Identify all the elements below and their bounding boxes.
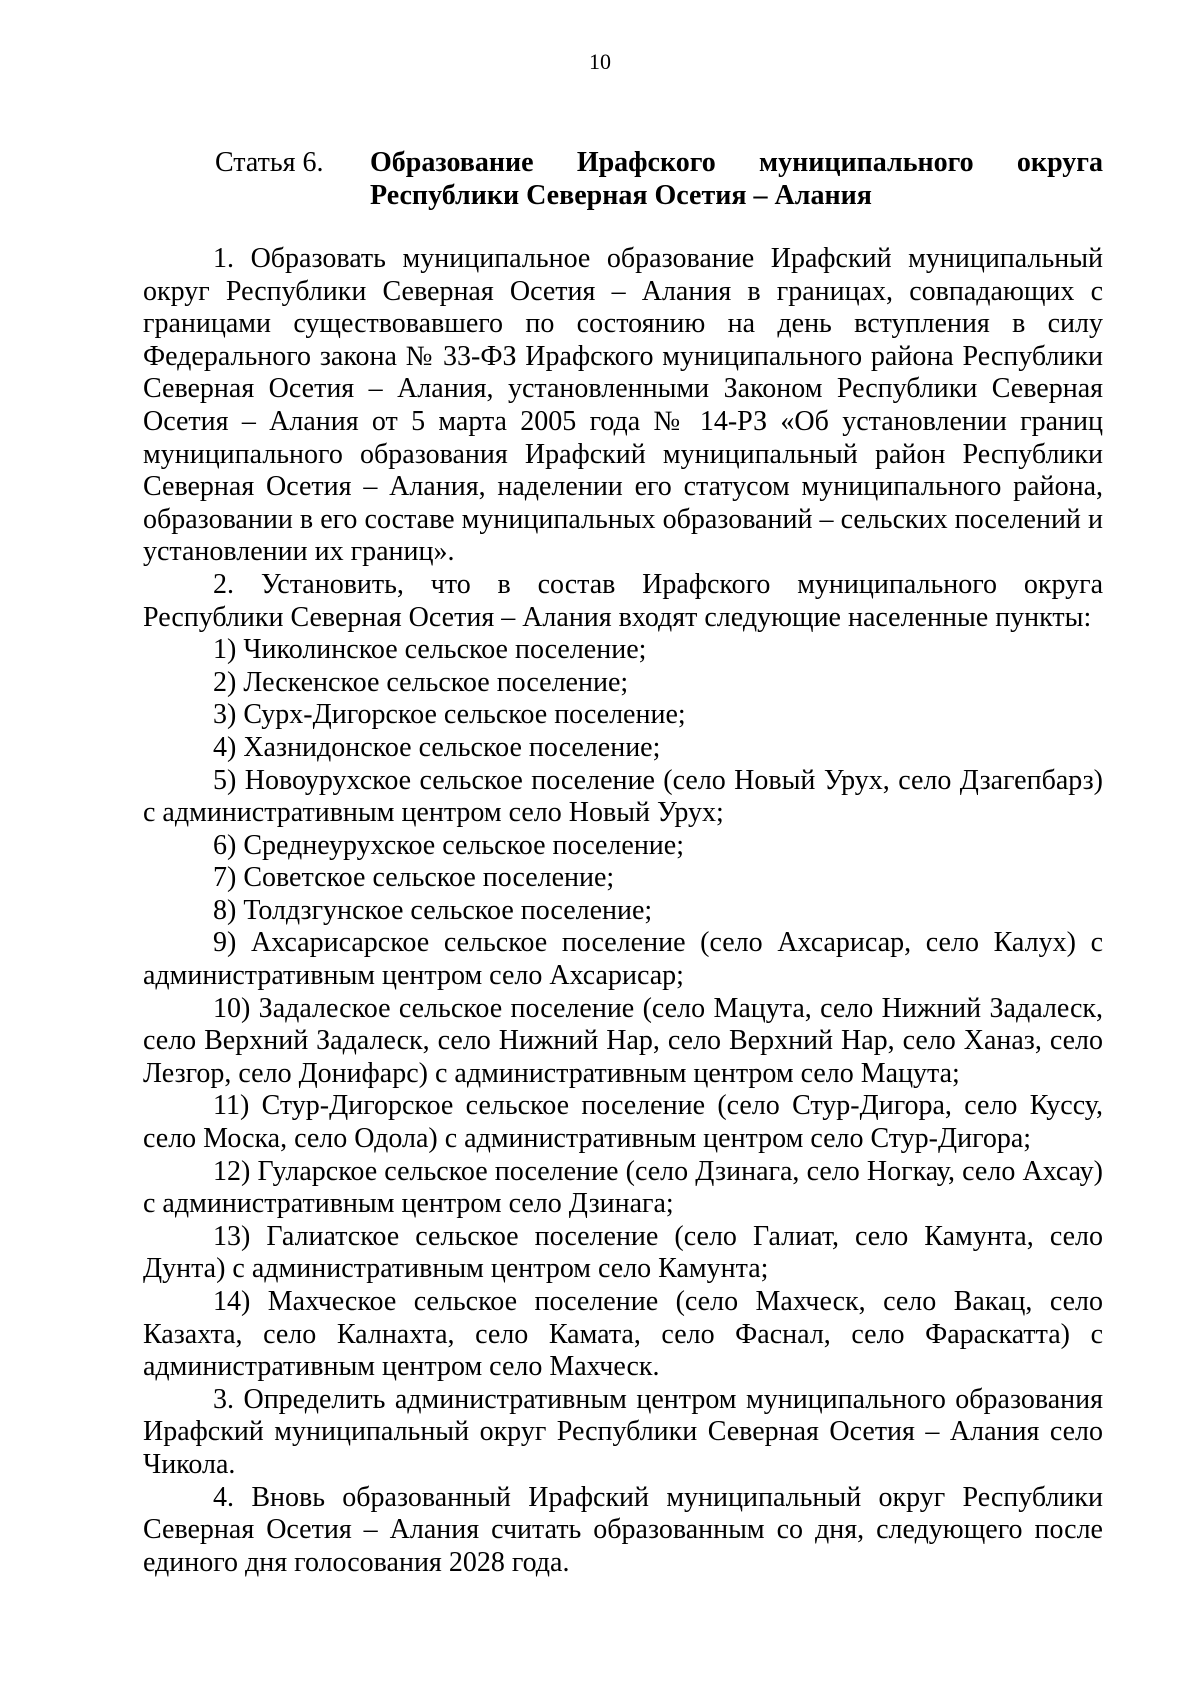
settlement-item: 14) Махческое сельское поселение (село Махческ, село Вакац, село Казахта, село Калнахта, село Камата, село Фаснал, село Фараскатта) с административным центром село Махческ. — [143, 1286, 1103, 1383]
paragraph-1: 1. Образовать муниципальное образование Ирафский муниципальный округ Республики Северная Осетия – Алания в границах, совпадающих с границами существовавшего по состоянию на день вступления в силу Федерального закона № 33-ФЗ Ирафского муниципального района Республики Северная Осетия – Алания, установленными Законом Республики Северная Осетия – Алания от 5 марта 2005 года № 14-РЗ «Об установлении границ муниципального образования Ирафский муниципальный район Республики Северная Осетия – Алания, наделении его статусом муниципального района, образовании в его составе муниципальных образований – сельских поселений и установлении их границ». — [143, 243, 1103, 568]
settlement-item: 2) Лескенское сельское поселение; — [213, 666, 629, 698]
paragraph-2: 2. Установить, что в состав Ирафского муниципального округа Республики Северная Осетия – Алания входят следующие населенные пункты: — [143, 568, 1103, 633]
article-label: Статья 6. — [215, 147, 324, 178]
article-title-line-2: Республики Северная Осетия – Алания — [370, 179, 872, 211]
settlement-item: 7) Советское сельское поселение; — [213, 862, 615, 894]
page-number: 10 — [589, 49, 611, 74]
settlement-item: 3) Сурх-Дигорское сельское поселение; — [213, 699, 686, 731]
settlement-item: 9) Ахсарисарское сельское поселение (село Ахсарисар, село Калух) с административным центром село Ахсарисар; — [143, 927, 1103, 992]
settlement-item: 8) Толдзгунское сельское поселение; — [213, 894, 653, 926]
settlement-item: 11) Стур-Дигорское сельское поселение (село Стур-Дигора, село Куссу, село Моска, село Одола) с административным центром село Стур-Дигора; — [143, 1090, 1103, 1155]
paragraph-4: 4. Вновь образованный Ирафский муниципальный округ Республики Северная Осетия – Алания считать образованным со дня, следующего после единого дня голосования 2028 года. — [143, 1481, 1103, 1578]
article-title-line-1: Образование Ирафского муниципального округа — [370, 147, 1103, 178]
settlement-item: 1) Чиколинское сельское поселение; — [213, 634, 647, 666]
settlement-item: 4) Хазнидонское сельское поселение; — [213, 731, 661, 763]
settlement-item: 10) Задалеское сельское поселение (село Мацута, село Нижний Задалеск, село Верхний Задалеск, село Нижний Нар, село Верхний Нар, село Ханаз, село Лезгор, село Донифарс) с административным центром село Мацута; — [143, 992, 1103, 1089]
settlement-item: 5) Новоурухское сельское поселение (село Новый Урух, село Дзагепбарз) с административным центром село Новый Урух; — [143, 764, 1103, 829]
paragraph-3: 3. Определить административным центром муниципального образования Ирафский муниципальный округ Республики Северная Осетия – Алания село Чикола. — [143, 1383, 1103, 1480]
settlement-item: 13) Галиатское сельское поселение (село Галиат, село Камунта, село Дунта) с административным центром село Камунта; — [143, 1220, 1103, 1285]
settlement-item: 12) Гуларское сельское поселение (село Дзинага, село Ногкау, село Ахсау) с административным центром село Дзинага; — [143, 1155, 1103, 1220]
article-body — [143, 243, 1103, 1579]
settlement-item: 6) Среднеурухское сельское поселение; — [213, 829, 684, 861]
article-title — [370, 147, 1103, 212]
